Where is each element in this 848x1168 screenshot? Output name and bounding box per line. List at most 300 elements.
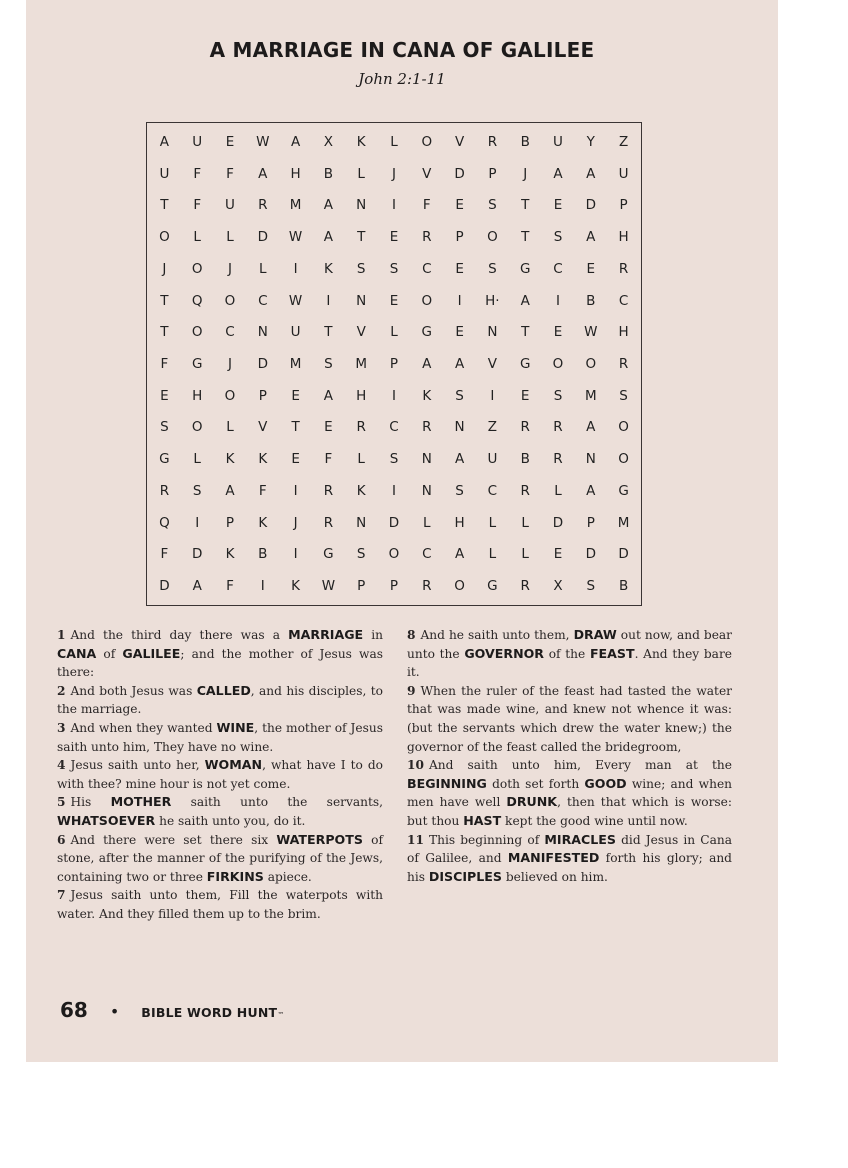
grid-letter: I (457, 292, 462, 309)
verse-text: When the ruler of the feast had tasted the water that was made wine, and knew not whence it was: (but the servants which drew the water knew;) the governor of the feast called the bridegroom, (407, 683, 732, 754)
verse-number: 9 (407, 683, 416, 698)
grid-letter: V (422, 165, 432, 182)
grid-letter: T (324, 324, 333, 341)
page-number: 68 (60, 998, 88, 1022)
grid-letter: T (357, 229, 366, 246)
grid-letter: G (323, 546, 334, 563)
verse (407, 626, 732, 682)
grid-letter: E (586, 260, 596, 277)
grid-letter: L (259, 260, 267, 277)
verse-text: And there were set there six (70, 832, 277, 847)
grid-letter: F (226, 578, 234, 595)
grid-letter: O (487, 229, 498, 246)
grid-letter: L (554, 482, 562, 499)
grid-letter: A (553, 165, 563, 182)
grid-letter: I (392, 197, 396, 214)
grid-letter: I (326, 292, 331, 309)
grid-letter: S (389, 451, 399, 468)
grid-letter: P (488, 165, 497, 182)
grid-letter: D (257, 229, 268, 246)
grid-letter: E (225, 133, 235, 150)
grid-letter: A (258, 165, 268, 182)
hidden-word: DRAW (573, 627, 617, 642)
grid-letter: A (323, 229, 334, 246)
grid-letter: F (193, 197, 202, 214)
grid-letter: C (422, 260, 432, 277)
grid-letter: S (586, 578, 596, 595)
grid-letter: A (586, 229, 596, 246)
grid-letter: M (289, 355, 302, 372)
grid-letter: N (257, 324, 268, 341)
grid-letter: G (519, 355, 531, 372)
hidden-word: CANA (57, 645, 97, 661)
grid-letter: I (392, 387, 396, 404)
hidden-word: WINE (216, 719, 255, 735)
verse-text: This beginning of (428, 832, 545, 847)
grid-letter: N (356, 514, 367, 531)
grid-letter: C (389, 419, 399, 436)
grid-letter: L (423, 514, 431, 531)
verse (57, 682, 383, 719)
grid-letter: T (521, 229, 530, 246)
grid-letter: D (552, 514, 564, 531)
grid-letter: E (455, 197, 464, 214)
grid-letter: J (523, 165, 528, 182)
grid-letter: E (553, 197, 563, 214)
grid-letter: S (553, 229, 563, 246)
verse-text: , the mother of Jesus saith unto him, They have no wine. (57, 720, 383, 754)
grid-letter: L (226, 229, 234, 246)
grid-letter: I (293, 546, 298, 563)
grid-letter: A (454, 355, 465, 372)
page-title: A MARRIAGE IN CANA OF GALILEE (209, 38, 595, 62)
grid-letter: O (224, 387, 236, 404)
grid-letter: R (258, 197, 268, 214)
grid-letter: D (585, 546, 596, 563)
grid-letter: E (291, 451, 300, 468)
verse-text: And when they wanted (70, 720, 217, 735)
grid-letter: G (159, 451, 170, 468)
grid-letter: B (520, 451, 530, 468)
grid-letter: L (193, 451, 201, 468)
grid-letter: U (225, 197, 235, 214)
grid-letter: F (160, 355, 169, 372)
grid-letter: S (455, 387, 464, 404)
word-search-grid (146, 122, 642, 606)
grid-letter: U (159, 165, 170, 182)
grid-letter: B (586, 292, 596, 309)
verse-text: wine; and when men have well (407, 776, 733, 810)
grid-letter: H (356, 387, 367, 404)
grid-letter: R (618, 260, 629, 277)
grid-letter: P (455, 229, 464, 246)
verse-text: , and his disciples, to the marriage. (57, 683, 383, 717)
grid-letter: O (585, 355, 597, 372)
verse-text: And the third day there was a (70, 628, 289, 642)
grid-letter: R (323, 482, 334, 499)
grid-letter: K (323, 260, 333, 277)
grid-letter: E (455, 324, 464, 341)
grid-letter: O (388, 546, 400, 563)
grid-letter: A (586, 419, 596, 436)
scripture-reference: John 2:1-11 (358, 70, 446, 88)
grid-letter: L (390, 133, 398, 150)
grid-letter: M (584, 387, 597, 404)
grid-letter: A (323, 197, 334, 214)
grid-letter: P (389, 578, 399, 595)
grid-letter: W (256, 133, 270, 150)
grid-letter: R (520, 482, 530, 499)
grid-letter: P (389, 355, 399, 372)
hidden-word: WOMAN (204, 757, 263, 773)
grid-letter: K (258, 514, 268, 531)
hidden-word: MARRIAGE (288, 627, 364, 642)
grid-letter: U (487, 451, 498, 468)
grid-letter: V (258, 419, 268, 436)
hidden-word: MIRACLES (544, 831, 616, 847)
grid-letter: M (355, 355, 368, 372)
grid-letter: Y (586, 133, 595, 150)
grid-letter: N (454, 419, 465, 436)
verse (57, 719, 383, 756)
grid-letter: S (488, 260, 497, 277)
grid-letter: R (159, 482, 170, 499)
grid-letter: F (258, 482, 267, 499)
verse-number: 10 (407, 758, 424, 773)
verse-text: And he saith unto them, (420, 628, 574, 642)
grid-letter: J (392, 165, 396, 182)
verse-number: 2 (57, 683, 66, 698)
grid-letter: C (258, 292, 268, 309)
verse-text: . And they bare it. (407, 646, 732, 680)
grid-letter: G (421, 324, 433, 341)
verse-text: out now, and bear unto the (407, 628, 733, 661)
grid-letter: H (618, 324, 629, 341)
grid-letter: Z (487, 419, 498, 436)
verse-number: 3 (57, 720, 66, 735)
grid-letter: C (618, 292, 629, 309)
grid-letter: D (454, 165, 465, 182)
verse-text: And both Jesus was (70, 683, 197, 698)
verse (57, 831, 383, 887)
grid-letter: U (553, 133, 563, 150)
grid-letter: K (422, 387, 432, 404)
grid-letter: D (159, 578, 170, 595)
grid-letter: D (388, 514, 400, 531)
grid-letter: A (454, 546, 465, 563)
grid-letter: O (191, 260, 203, 277)
grid-letter: R (422, 229, 432, 246)
hidden-word: GOOD (584, 775, 627, 791)
grid-letter: W (288, 229, 303, 246)
verse (407, 756, 732, 830)
grid-letter: P (225, 514, 235, 531)
grid-letter: E (455, 260, 464, 277)
grid-letter: K (356, 133, 366, 150)
page-footer (60, 998, 284, 1022)
grid-letter: A (159, 133, 170, 150)
verse (407, 831, 732, 887)
grid-letter: N (487, 324, 498, 341)
grid-letter: E (553, 324, 563, 341)
grid-letter: V (356, 324, 366, 341)
footer-bullet: • (109, 1002, 120, 1021)
grid-letter: O (159, 229, 170, 246)
grid-letter: X (553, 578, 563, 595)
grid-letter: T (160, 197, 169, 214)
grid-letter: P (258, 387, 267, 404)
grid-letter: J (162, 260, 167, 277)
grid-letter: I (260, 578, 265, 595)
verse-text: saith unto the servants, (171, 795, 384, 810)
grid-letter: F (193, 165, 202, 182)
verse-text: he saith unto you, do it. (155, 813, 306, 828)
verse-text: ; and the mother of Jesus was there: (57, 646, 383, 680)
verses-right-column (407, 626, 732, 886)
grid-letter: E (389, 292, 399, 309)
grid-letter: J (293, 514, 298, 531)
grid-letter: L (521, 546, 529, 563)
verses-left-column (57, 626, 383, 924)
verse-text: in (363, 628, 383, 642)
grid-letter: L (193, 229, 201, 246)
grid-letter: O (618, 419, 629, 436)
verse-text: , what have I to do with thee? mine hour is not yet come. (57, 758, 383, 791)
grid-letter: B (520, 133, 530, 150)
verse-text: of the (544, 646, 590, 661)
grid-letter: A (290, 133, 301, 150)
grid-letter: A (323, 387, 334, 404)
grid-letter: O (618, 451, 629, 468)
grid-letter: E (324, 419, 333, 436)
grid-letter: R (422, 419, 432, 436)
grid-letter: I (556, 292, 560, 309)
grid-letter: R (487, 133, 498, 150)
grid-letter: X (323, 133, 334, 150)
verse (407, 682, 732, 756)
grid-letter: S (324, 355, 333, 372)
grid-letter: Q (191, 292, 203, 309)
grid-letter: A (454, 451, 465, 468)
grid-letter: K (225, 546, 235, 563)
verse-text: did Jesus in Cana of Galilee, and (407, 832, 732, 866)
grid-letter: A (586, 482, 596, 499)
verse-number: 7 (57, 888, 66, 903)
grid-letter: D (618, 546, 629, 563)
hidden-word: DISCIPLES (428, 868, 502, 884)
hidden-word: MOTHER (110, 794, 172, 810)
grid-letter: C (422, 546, 432, 563)
grid-letter: S (488, 197, 497, 214)
grid-letter: U (192, 133, 203, 150)
grid-letter: E (520, 387, 530, 404)
grid-letter: G (487, 578, 498, 595)
grid-letter: T (521, 324, 530, 341)
grid-letter: D (585, 197, 596, 214)
grid-letter: L (357, 451, 365, 468)
grid-letter: R (422, 578, 432, 595)
grid-letter: R (553, 419, 563, 436)
grid-letter: O (421, 292, 433, 309)
hidden-word: WHATSOEVER (57, 812, 156, 828)
grid-letter: G (191, 355, 203, 372)
grid-letter: D (191, 546, 203, 563)
grid-letter: A (586, 165, 596, 182)
grid-letter: P (586, 514, 595, 531)
grid-letter: M (289, 197, 302, 214)
grid-letter: O (191, 419, 203, 436)
grid-letter: A (225, 482, 235, 499)
grid-letter: J (228, 355, 232, 372)
verse-text: kept the good wine until now. (501, 813, 688, 828)
grid-letter: E (291, 387, 300, 404)
hidden-word: CALLED (196, 682, 251, 698)
grid-letter: L (390, 324, 398, 341)
grid-letter: R (520, 578, 530, 595)
grid-letter: I (490, 387, 495, 404)
grid-letter: D (257, 355, 268, 372)
grid-letter: S (356, 260, 366, 277)
grid-letter: S (455, 482, 464, 499)
grid-letter: O (552, 355, 564, 372)
verse-number: 11 (407, 832, 424, 847)
grid-letter: Q (159, 514, 170, 531)
grid-letter: K (225, 451, 235, 468)
grid-letter: V (487, 355, 498, 372)
grid-letter: H (618, 229, 629, 246)
grid-letter: K (291, 578, 301, 595)
verse-text: His (70, 795, 111, 810)
grid-letter: T (160, 292, 169, 309)
grid-letter: N (421, 482, 432, 499)
grid-letter: M (617, 514, 630, 531)
grid-letter: W (288, 292, 303, 309)
grid-letter: L (226, 419, 234, 436)
hidden-word: FIRKINS (206, 868, 264, 884)
grid-letter: B (258, 546, 268, 563)
verse (57, 626, 383, 682)
grid-letter: N (356, 292, 367, 309)
verse-text: Jesus saith unto her, (70, 758, 205, 773)
grid-letter: I (392, 482, 396, 499)
grid-letter: L (521, 514, 529, 531)
grid-letter: T (521, 197, 530, 214)
verse-text: Jesus saith unto them, Fill the waterpots with water. And they filled them up to the brim. (57, 888, 383, 921)
grid-letter: N (421, 451, 432, 468)
grid-letter: Z (618, 133, 629, 150)
grid-letter: A (520, 292, 530, 309)
grid-letter: O (421, 133, 433, 150)
grid-letter: R (356, 419, 366, 436)
verse-text: And saith unto him, Every man at the (428, 758, 732, 773)
grid-letter: B (618, 578, 629, 595)
grid-letter: L (488, 514, 497, 531)
grid-letter: L (357, 165, 365, 182)
verse-number: 8 (407, 628, 416, 642)
grid-letter: K (356, 482, 366, 499)
hidden-word: MANIFESTED (507, 850, 600, 866)
grid-letter: R (553, 451, 563, 468)
grid-letter: F (160, 546, 169, 563)
grid-letter: I (195, 514, 200, 531)
grid-letter: R (520, 419, 530, 436)
grid-letter: S (389, 260, 399, 277)
verse-number: 6 (57, 832, 66, 847)
verse-number: 5 (57, 795, 66, 810)
grid-letter: O (454, 578, 465, 595)
grid-letter: K (258, 451, 268, 468)
grid-letter: V (454, 133, 465, 150)
grid-letter: T (291, 419, 300, 436)
grid-letter: O (191, 324, 203, 341)
grid-letter: A (422, 355, 432, 372)
verse (57, 793, 383, 830)
grid-letter: S (619, 387, 628, 404)
grid-letter: W (584, 324, 598, 341)
hidden-word: BEGINNING (407, 775, 487, 791)
grid-letter: H (290, 165, 301, 182)
grid-letter: P (619, 197, 628, 214)
grid-letter: J (228, 260, 232, 277)
grid-letter: O (224, 292, 236, 309)
verse-number: 4 (57, 758, 66, 773)
verse-text: apiece. (263, 869, 312, 884)
grid-letter: E (389, 229, 399, 246)
grid-letter: U (618, 165, 629, 182)
grid-letter: P (357, 578, 366, 595)
verse-text: believed on him. (501, 869, 608, 884)
grid-letter: L (488, 546, 497, 563)
verse-number: 1 (57, 628, 66, 642)
grid-letter: B (323, 165, 334, 182)
grid-letter: F (324, 451, 333, 468)
grid-letter: N (356, 197, 367, 214)
grid-letter: R (323, 514, 334, 531)
grid-letter: F (226, 165, 234, 182)
grid-letter: H· (485, 292, 500, 309)
grid-letter: I (293, 260, 298, 277)
grid-letter: S (356, 546, 366, 563)
hidden-word: FEAST (589, 645, 635, 661)
grid-letter: C (553, 260, 563, 277)
book-title: BIBLE WORD HUNT (141, 1005, 278, 1020)
grid-letter: I (293, 482, 298, 499)
hidden-word: GALILEE (122, 645, 181, 661)
verse-text: , then that which is worse: but thou (407, 795, 732, 828)
grid-letter: C (487, 482, 498, 499)
hidden-word: DRUNK (506, 794, 558, 810)
grid-letter: E (160, 387, 169, 404)
grid-letter: R (618, 355, 629, 372)
grid-letter: H (192, 387, 203, 404)
hidden-word: WATERPOTS (276, 831, 363, 847)
hidden-word: HAST (463, 812, 502, 828)
verse (57, 756, 383, 793)
grid-letter: F (422, 197, 431, 214)
verse (57, 886, 383, 923)
hidden-word: GOVERNOR (464, 645, 545, 661)
grid-letter: G (519, 260, 531, 277)
grid-letter: S (192, 482, 202, 499)
grid-letter: W (321, 578, 336, 595)
grid-letter: H (454, 514, 465, 531)
grid-letter: G (618, 482, 629, 499)
trademark-symbol: ™ (277, 1011, 285, 1019)
verse-text: doth set forth (486, 776, 585, 791)
grid-letter: S (160, 419, 169, 436)
grid-letter: U (290, 324, 301, 341)
grid-letter: T (160, 324, 169, 341)
